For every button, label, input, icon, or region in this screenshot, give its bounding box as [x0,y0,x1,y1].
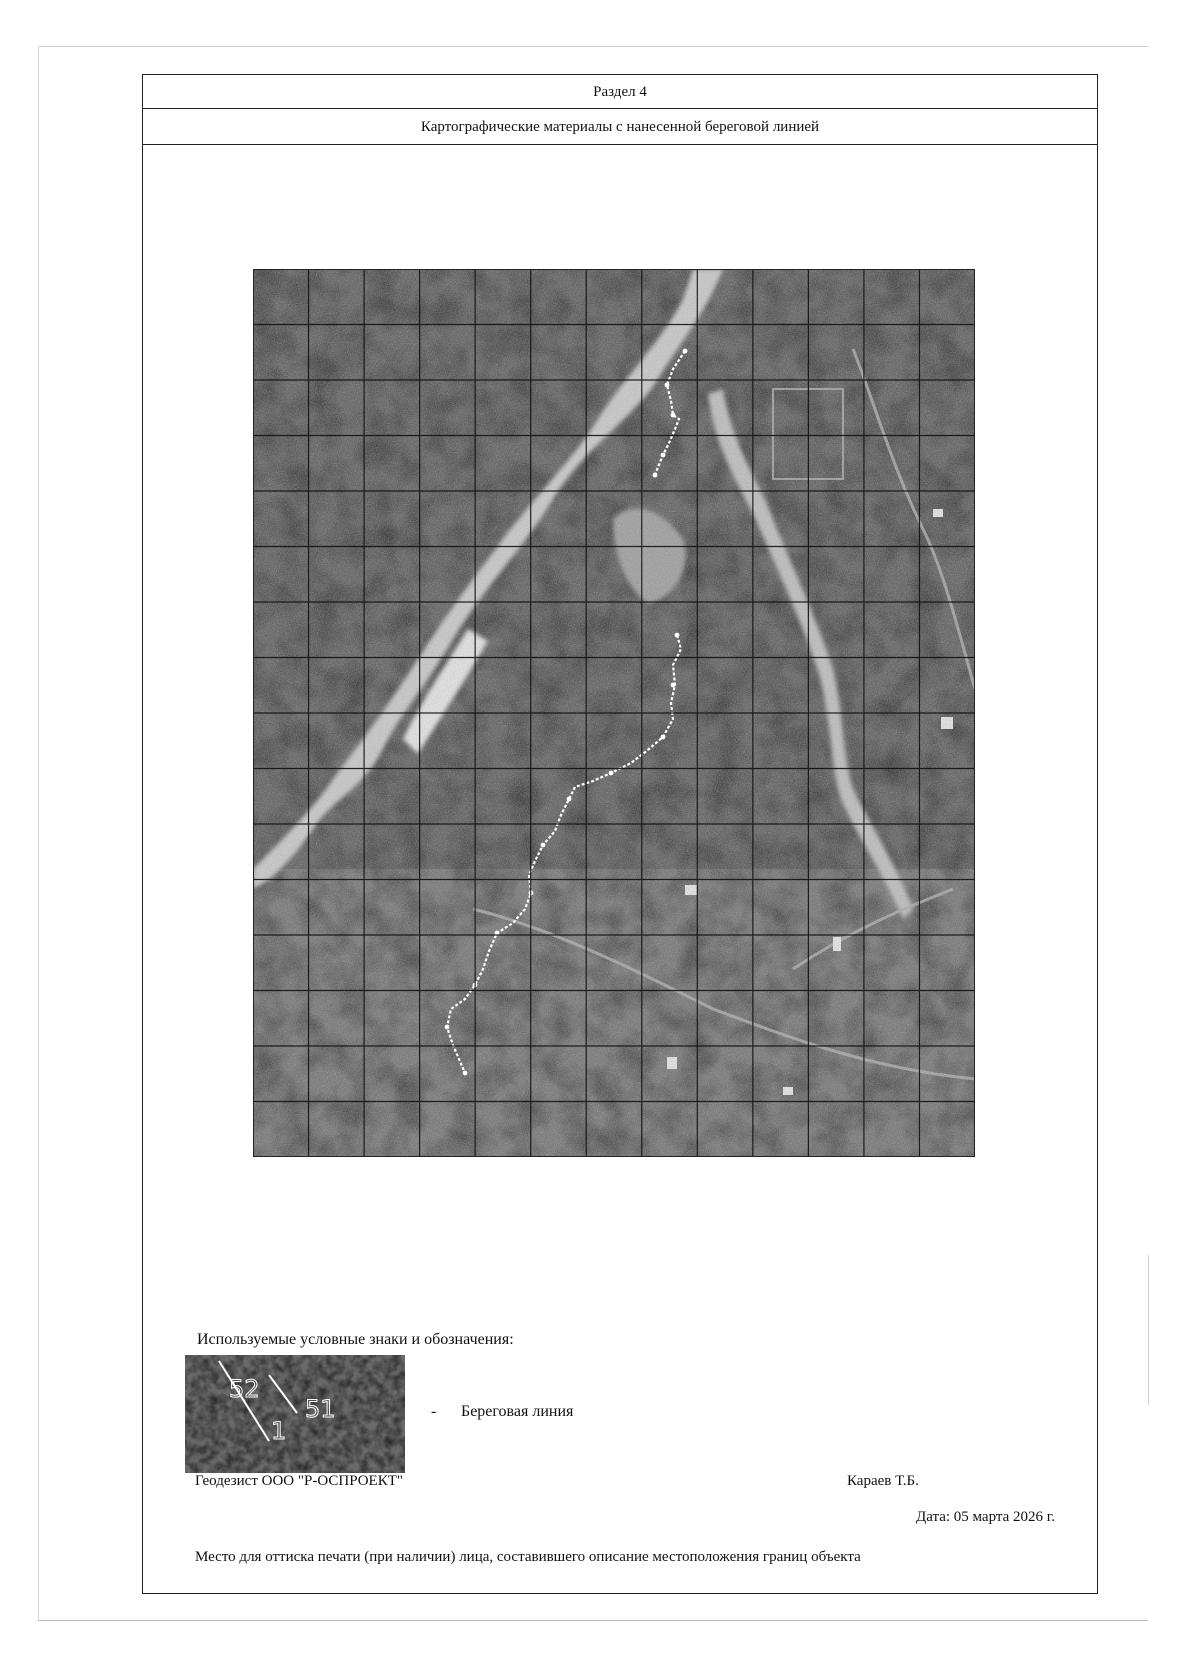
legend-item-label: Береговая линия [461,1403,574,1420]
document-frame [142,74,1098,1594]
section-title: Раздел 4 [143,75,1097,109]
shoreline-vertex [567,797,572,802]
swatch-label-52: 52 [229,1375,260,1403]
surveyor-name: Караев Т.Б. [847,1473,919,1489]
shoreline-vertex [671,683,676,688]
swatch-label-1: 1 [271,1417,287,1445]
stamp-note: Место для оттиска печати (при наличии) лица, составившего описание местоположения границ объекта [195,1549,861,1565]
shoreline-vertex [445,1025,450,1030]
satellite-map-svg [253,269,975,1157]
shoreline-vertex [671,413,676,418]
scan-edge-top [38,46,1148,47]
shoreline-vertex [653,473,658,478]
shoreline-vertex [661,735,666,740]
shoreline-vertex [609,771,614,776]
shoreline-vertex [665,383,670,388]
satellite-map [253,269,975,1157]
shoreline-vertex [541,843,546,848]
surveyor-org: Геодезист ООО "Р-ОСПРОЕКТ" [195,1473,404,1489]
scan-edge-bottom [38,1620,1148,1621]
scan-edge-left [38,46,39,1620]
shoreline-vertex [683,349,688,354]
legend-swatch-svg [185,1355,405,1473]
legend-dash: - [431,1403,437,1420]
scan-edge-right [1148,1255,1149,1405]
shoreline-vertex [463,1071,468,1076]
swatch-texture [185,1355,405,1473]
section-subtitle: Картографические материалы с нанесенной береговой линией [143,109,1097,145]
shoreline-vertex [675,633,680,638]
shoreline-vertex [661,453,666,458]
document-date: Дата: 05 марта 2026 г. [915,1509,1055,1525]
legend-title: Используемые условные знаки и обозначения: [197,1331,514,1348]
legend-shoreline-swatch [185,1355,405,1473]
swatch-label-51: 51 [305,1395,336,1423]
